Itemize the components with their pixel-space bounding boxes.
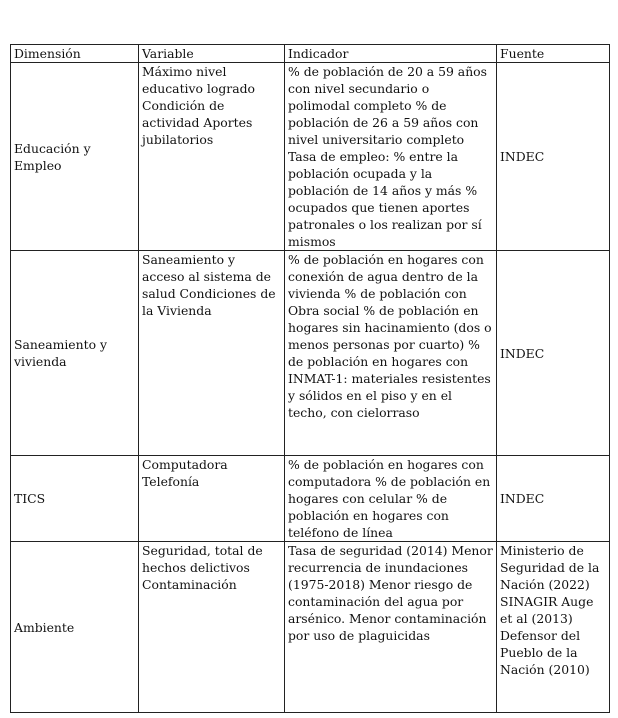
table-header-row: [11, 45, 610, 63]
cell-dimension: TICS: [11, 456, 139, 542]
cell-variable: Seguridad, total de hechos delictivos Contaminación: [139, 542, 285, 713]
cell-dimension: Educación y Empleo: [11, 63, 139, 251]
header-source: Fuente: [497, 45, 610, 63]
header-dimension: Dimensión: [11, 45, 139, 63]
cell-indicator: % de población de 20 a 59 años con nivel secundario o polimodal completo % de población de 26 a 59 años con nivel universitario completo Tasa de empleo: % entre la población ocupada y la población de 14 años y más % ocupados que tienen aportes patronales o los realizan por sí mismos: [285, 63, 497, 251]
table-row: [11, 542, 610, 713]
cell-dimension: Saneamiento y vivienda: [11, 251, 139, 456]
table-row: [11, 456, 610, 542]
cell-source: INDEC: [497, 251, 610, 456]
table-row: [11, 251, 610, 456]
table-row: [11, 63, 610, 251]
cell-indicator: Tasa de seguridad (2014) Menor recurrencia de inundaciones (1975-2018) Menor riesgo de contaminación del agua por arsénico. Menor contaminación por uso de plaguicidas: [285, 542, 497, 713]
cell-variable: Saneamiento y acceso al sistema de salud Condiciones de la Vivienda: [139, 251, 285, 456]
header-variable: Variable: [139, 45, 285, 63]
cell-source: Ministerio de Seguridad de la Nación (2022) SINAGIR Auge et al (2013) Defensor del Pueblo de la Nación (2010): [497, 542, 610, 713]
indicators-table-container: [10, 44, 609, 713]
cell-indicator: % de población en hogares con computadora % de población en hogares con celular % de población en hogares con teléfono de línea: [285, 456, 497, 542]
cell-source: INDEC: [497, 63, 610, 251]
cell-source: INDEC: [497, 456, 610, 542]
cell-dimension: Ambiente: [11, 542, 139, 713]
cell-variable: Computadora Telefonía: [139, 456, 285, 542]
indicators-table: [10, 44, 610, 713]
cell-indicator: % de población en hogares con conexión de agua dentro de la vivienda % de población con Obra social % de población en hogares sin hacinamiento (dos o menos personas por cuarto) % de población en hogares con INMAT-1: materiales resistentes y sólidos en el piso y en el techo, con cielorraso: [285, 251, 497, 456]
cell-variable: Máximo nivel educativo logrado Condición de actividad Aportes jubilatorios: [139, 63, 285, 251]
header-indicator: Indicador: [285, 45, 497, 63]
